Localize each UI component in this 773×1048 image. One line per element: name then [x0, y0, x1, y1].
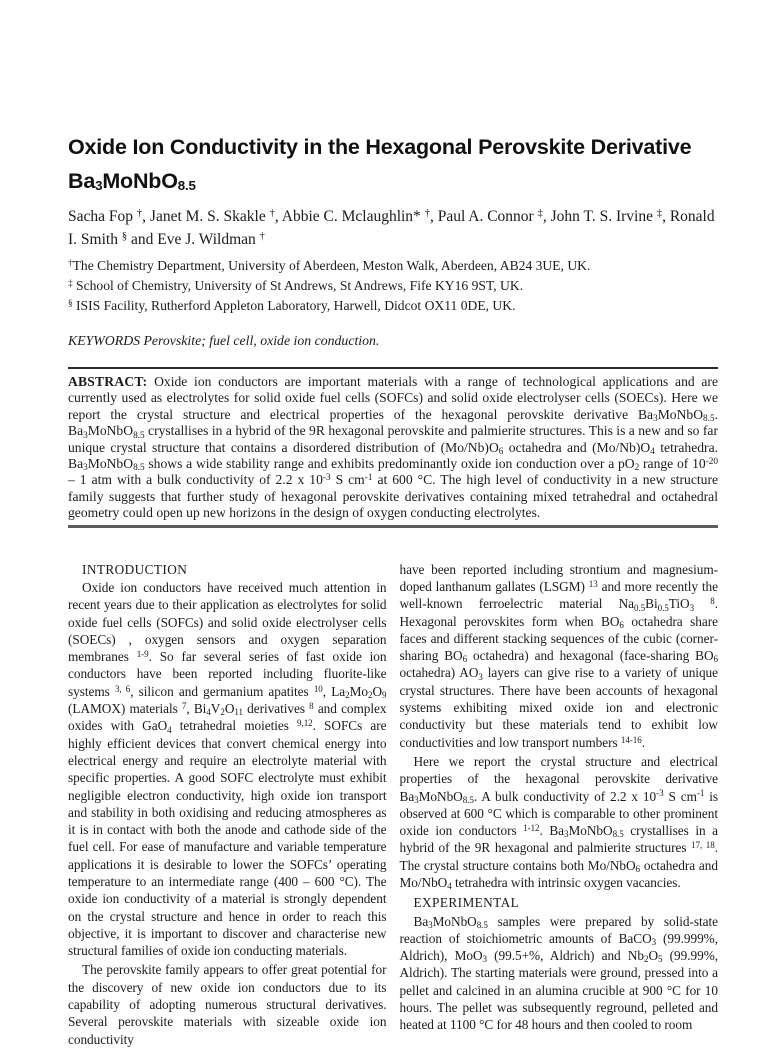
- abstract-top-rule: [68, 367, 718, 369]
- affiliation-st-andrews: ‡ School of Chemistry, University of St Andrews, St Andrews, Fife KY16 9ST, UK.: [68, 277, 524, 293]
- right-column: [400, 561, 719, 1048]
- keywords-line: KEYWORDS Perovskite; fuel cell, oxide ion conduction.: [68, 333, 380, 348]
- paper-title: Oxide Ion Conductivity in the Hexagonal Perovskite Derivative $Ba_3MoNbO_{8.5}$: [68, 135, 692, 194]
- paper-page: [68, 0, 718, 1048]
- body-paragraph: $Ba_3MoNbO_{8.5}$ samples were prepared by solid-state reaction of stoichiometric amounts of BaCO$_3$ (99.999%, Aldrich), MoO$_3$ (99.5+%, Aldrich) and $Nb_2O_5$ (99.99%, Aldrich). The starting materials were ground, pressed into a pellet and calcined in an alumina crucible at 900 °C for 10 hours. The pellet was subsequently reground, pelleted and heated at 1100 °C for 48 hours and then cooled to room: [399, 913, 719, 1033]
- section-heading: EXPERIMENTAL: [413, 895, 520, 911]
- affiliation-aberdeen: †The Chemistry Department, University of Aberdeen, Meston Walk, Aberdeen, AB24 3UE, UK.: [68, 257, 591, 273]
- left-column: [68, 561, 387, 1048]
- affiliations: [68, 256, 718, 316]
- body-paragraph: have been reported including strontium and magnesium-doped lanthanum gallates (LSGM) $^{13}$ and more recently the well-known ferroelectric material $Na_{0.5}Bi_{0.5}TiO_3$ $^8$. Hexagonal perovskites form when $BO_6$ octahedra share faces and different stacking sequences of the cubic (corner-sharing $BO_6$ octahedra) and hexagonal (face-sharing $BO_6$ octahedra) $AO_3$ layers can give rise to a variety of unique crystal structures. There have been accounts of hexagonal systems exhibiting mixed oxide ion and electronic conductivity but these materials tend to exhibit low conductivities and low transport numbers $^{14-16}$.: [399, 561, 719, 750]
- section-heading: INTRODUCTION: [82, 561, 188, 577]
- abstract-text: Oxide ion conductors are important materials with a range of technological applications and are currently used as electrolytes for solid oxide fuel cells (SOFCs) and solid oxide electrolyser cells (SOECs). Here we report the crystal structure and electrical properties of the hexagonal perovskite derivative $Ba_3MoNbO_{8.5}$. $Ba_3MoNbO_{8.5}$ crystallises in a hybrid of the 9R hexagonal perovskite and palmierite structures. This is a new and so far unique crystal structure that contains a disordered distribution of $(Mo/Nb)O_6$ octahedra and $(Mo/Nb)O_4$ tetrahedra. $Ba_3MoNbO_{8.5}$ shows a wide stability range and exhibits predominantly oxide ion conduction over a $pO_2$ range of $10^{-20} - 1$ atm with a bulk conductivity of 2.2 x $10^{-3}$ S $cm^{-1}$ at 600 °C. The high level of conductivity in a new structure family suggests that further study of hexagonal perovskite derivatives containing mixed tetrahedral and octahedral geometry could open up new horizons in the design of oxygen conducting electrolytes.: [68, 374, 719, 521]
- abstract-bottom-rule: [68, 525, 718, 528]
- two-column-body: [68, 561, 718, 1048]
- body-paragraph: The perovskite family appears to offer great potential for the discovery of new oxide ion conductors due to its capability of adopting numerous structural derivatives. Several perovskite materials with sizeable oxide ion conductivity: [68, 962, 387, 1047]
- abstract-label: ABSTRACT:: [68, 374, 148, 389]
- affiliation-isis: § ISIS Facility, Rutherford Appleton Laboratory, Harwell, Didcot OX11 0DE, UK.: [68, 297, 516, 313]
- author-list: Sacha Fop †, Janet M. S. Skakle †, Abbie C. Mclaughlin* †, Paul A. Connor ‡, John T. S. Irvine ‡, Ronald I. Smith § and Eve J. Wildman †: [68, 208, 715, 248]
- abstract-paragraph: [68, 374, 718, 522]
- body-paragraph: Oxide ion conductors have received much attention in recent years due to their application as electrolytes for solid oxide fuel cells (SOFCs) and solid oxide electrolyser cells (SOECs) , oxygen sensors and oxygen separation membranes $^{1-9}$. So far several series of fast oxide ion conductors have been reported including fluorite-like systems $^{3, 6}$, silicon and germanium apatites $^{10}$, $La_2Mo_2O_9$ (LAMOX) materials $^7$, $Bi_4V_2O_{11}$ derivatives $^8$ and complex oxides with GaO$_4$ tetrahedral moieties $^{9,12}$. SOFCs are highly efficient devices that convert chemical energy into electrical energy and require an electrolyte material with specific properties. A good SOFC electrolyte must exhibit negligible electron conductivity, high oxide ion transport and stability in both oxidising and reducing atmospheres as it is in contact with both the anode and cathode side of the fuel cell. For ease of manufacture and variable temperature applications it is desirable to lower the SOFCs’ operating temperature to an intermediate range (400 – 600 °C). The oxide ion conductivity of a material is strongly dependent on the crystal structure and hence in order to reach this objective, it is important to discover and characterise new structural families of oxide ion conducting materials.: [68, 579, 387, 959]
- body-paragraph: Here we report the crystal structure and electrical properties of the hexagonal perovskite derivative $Ba_3MoNbO_{8.5}$. A bulk conductivity of 2.2 x $10^{-3}$ S $cm^{-1}$ is observed at 600 °C which is comparable to other prominent oxide ion conductors $^{1-12}$. $Ba_3MoNbO_{8.5}$ crystallises in a hybrid of the 9R hexagonal and palmierite structures $^{17, 18}$. The crystal structure contains both Mo/NbO$_6$ octahedra and Mo/NbO$_4$ tetrahedra with intrinsic oxygen vacancies.: [399, 753, 719, 892]
